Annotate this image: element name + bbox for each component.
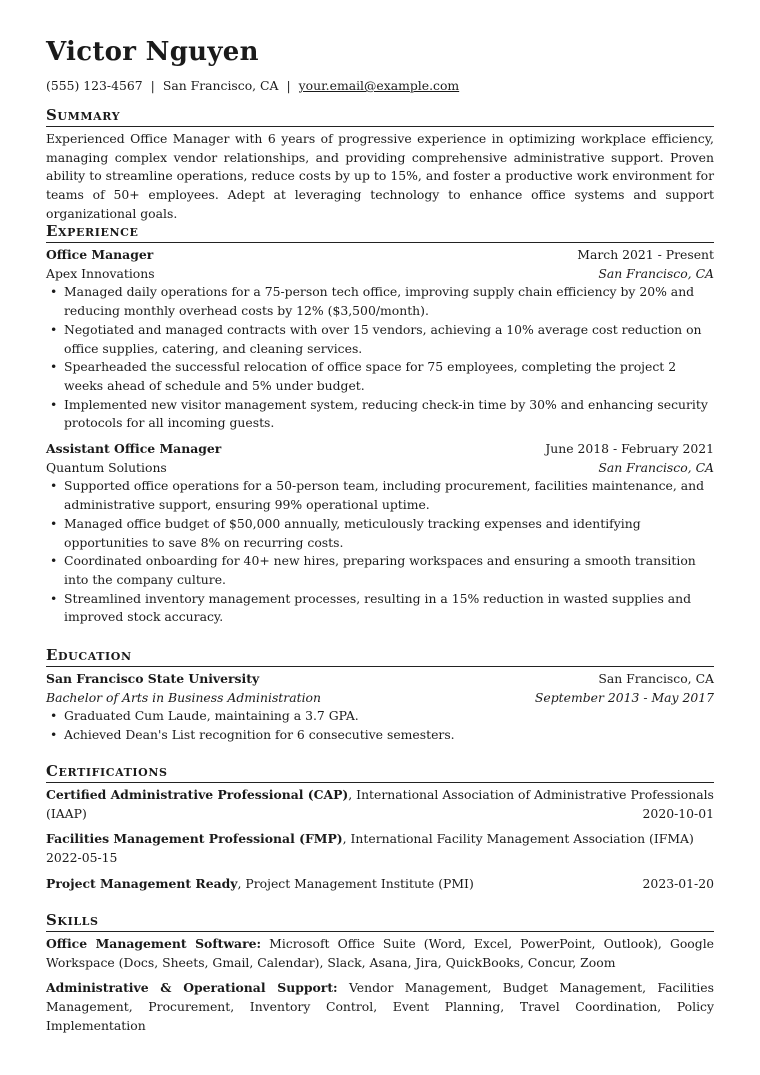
certification-date: 2020-10-01: [642, 805, 714, 821]
skill-label: Office Management Software:: [46, 936, 262, 951]
certification-date: 2022-05-15: [46, 850, 118, 866]
candidate-name: Victor Nguyen: [46, 37, 259, 67]
certification-entry: [46, 786, 714, 823]
skill-label: Administrative & Operational Support:: [46, 980, 338, 996]
list-item: • Managed office budget of $50,000 annually, meticulously tracking expenses and identifying opportunities to save 8% on recurring costs.: [64, 515, 714, 552]
job-dates: June 2018 - February 2021: [545, 441, 714, 457]
list-item: • Supported office operations for a 50-person team, including procurement, facilities maintenance, and administrative support, ensuring 99% operational uptime.: [64, 477, 714, 514]
section-title-skills: Skills: [46, 910, 714, 932]
job-entry: [46, 246, 714, 433]
certification-issuer: , International Association of Administrative Professionals (IAAP): [46, 787, 714, 821]
list-item: • Coordinated onboarding for 40+ new hires, preparing workspaces and ensuring a smooth transition into the company culture.: [64, 552, 714, 589]
summary-section: [46, 105, 714, 224]
skill-text: Microsoft Office Suite (Word, Excel, PowerPoint, Outlook), Google Workspace (Docs, Sheets, Gmail, Calendar), Slack, Asana, Jira, QuickBooks, Concur, Zoom: [46, 936, 714, 970]
certification-issuer: , International Facility Management Association (IFMA): [342, 831, 694, 847]
email-link[interactable]: your.email@example.com: [298, 78, 460, 93]
separator: |: [286, 78, 291, 93]
certification-issuer: , Project Management Institute (PMI): [237, 875, 474, 891]
job-location: San Francisco, CA: [598, 459, 714, 475]
list-item: • Spearheaded the successful relocation of office space for 75 employees, completing the project 2 weeks ahead of schedule and 5% under budget.: [64, 358, 714, 395]
location: San Francisco, CA: [162, 78, 279, 93]
section-title-education: Education: [46, 645, 714, 667]
company-name: Apex Innovations: [46, 265, 155, 281]
certification-entry: [46, 830, 714, 867]
job-dates: March 2021 - Present: [577, 247, 714, 262]
separator: |: [150, 78, 155, 93]
job-title: Office Manager: [46, 247, 154, 262]
company-name: Quantum Solutions: [46, 459, 167, 475]
certification-date: 2023-01-20: [642, 875, 714, 891]
list-item: • Graduated Cum Laude, maintaining a 3.7 GPA.: [64, 707, 714, 726]
certification-name: Project Management Ready: [46, 875, 238, 891]
skill-text: Vendor Management, Budget Management, Facilities Management, Procurement, Inventory Control, Event Planning, Travel Coordination, Policy Implementation: [46, 980, 714, 1033]
list-item: • Achieved Dean's List recognition for 6 consecutive semesters.: [64, 726, 714, 745]
degree: Bachelor of Arts in Business Administration: [46, 689, 321, 705]
certification-entry: [46, 875, 714, 894]
section-title-certifications: Certifications: [46, 761, 714, 783]
certification-name: Facilities Management Professional (FMP): [46, 831, 343, 847]
job-location: San Francisco, CA: [598, 265, 714, 281]
certification-name: Certified Administrative Professional (CAP): [46, 787, 349, 802]
summary-text: Experienced Office Manager with 6 years of progressive experience in optimizing workplace efficiency, managing complex vendor relationships, and providing comprehensive administrative support. Proven ability to streamline operations, reduce costs by up to 15%, and foster a productive work environment for teams of 50+ employees. Adept at leveraging technology to enhance office systems and support organizational goals.: [46, 131, 714, 221]
list-item: • Managed daily operations for a 75-person tech office, improving supply chain efficiency by 20% and reducing monthly overhead costs by 12% ($3,500/month).: [64, 283, 714, 320]
section-title-summary: Summary: [46, 105, 714, 127]
list-item: • Negotiated and managed contracts with over 15 vendors, achieving a 10% average cost reduction on office supplies, catering, and cleaning services.: [64, 321, 714, 358]
school-name: San Francisco State University: [46, 671, 260, 686]
skills-section: [46, 910, 714, 1043]
education-dates: September 2013 - May 2017: [534, 689, 714, 705]
school-location: San Francisco, CA: [598, 671, 714, 686]
job-title: Assistant Office Manager: [46, 441, 222, 457]
list-item: • Implemented new visitor management system, reducing check-in time by 30% and enhancing security protocols for all incoming guests.: [64, 396, 714, 433]
list-item: • Streamlined inventory management processes, resulting in a 15% reduction in wasted supplies and improved stock accuracy.: [64, 590, 714, 627]
education-section: [46, 645, 714, 745]
experience-section: [46, 221, 714, 627]
contact-line: [46, 77, 459, 96]
section-title-experience: Experience: [46, 221, 714, 243]
phone: (555) 123-4567: [46, 78, 143, 93]
certifications-section: [46, 761, 714, 901]
skill-entry: [46, 979, 714, 1035]
skill-entry: [46, 935, 714, 972]
job-entry: [46, 440, 714, 627]
